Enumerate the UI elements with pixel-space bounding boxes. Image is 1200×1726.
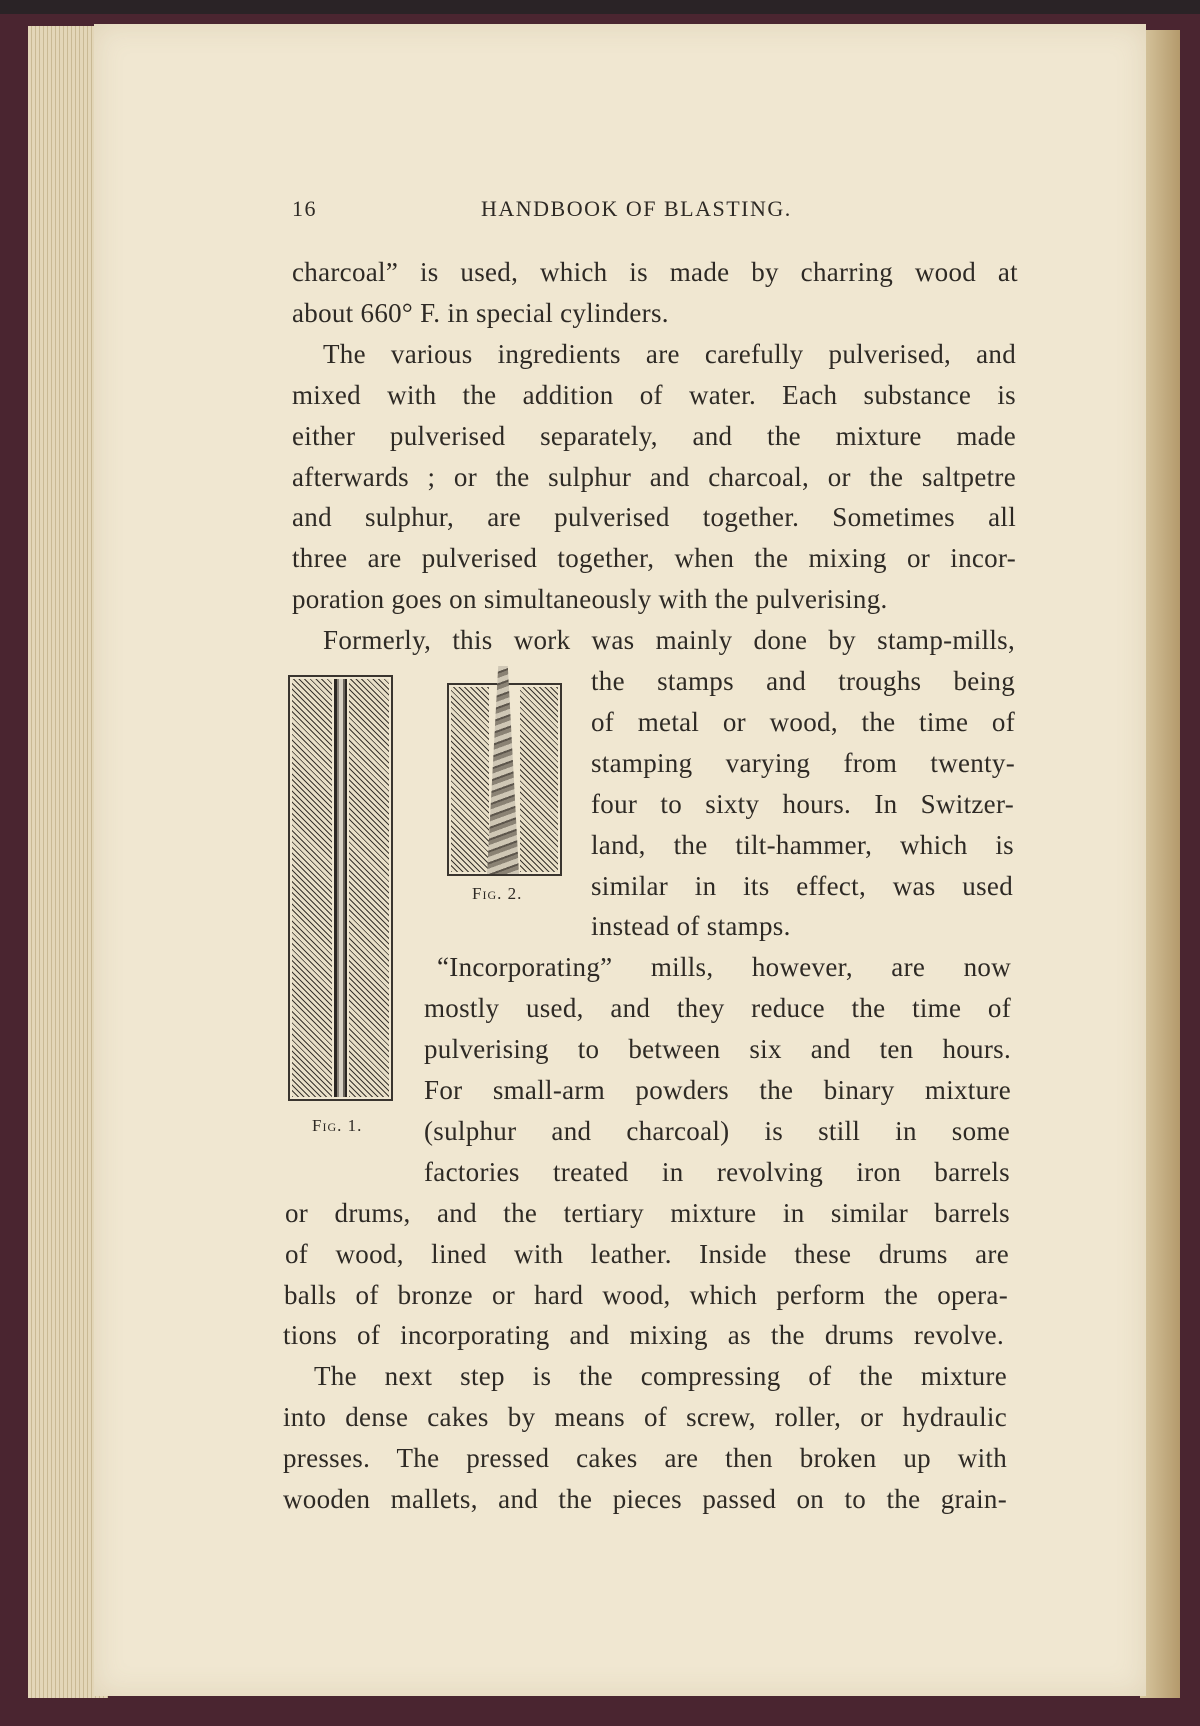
- text-line: “Incorporating” mills, however, are now: [437, 952, 1011, 983]
- figure-1-caption: Fig. 1.: [312, 1116, 363, 1135]
- running-title: HANDBOOK OF BLASTING.: [481, 196, 792, 221]
- text-line: and sulphur, are pulverised together. Sometimes all: [292, 502, 1016, 533]
- text-line: mostly used, and they reduce the time of: [424, 993, 1011, 1024]
- figure-2-caption: Fig. 2.: [472, 884, 523, 903]
- text-line: (sulphur and charcoal) is still in some: [424, 1115, 1010, 1146]
- text-line: Formerly, this work was mainly done by stamp-mills,: [323, 625, 1015, 656]
- text-line: factories treated in revolving iron barrels: [424, 1156, 1010, 1187]
- text-line: or drums, and the tertiary mixture in similar barrels: [285, 1197, 1010, 1228]
- text-line: charcoal” is used, which is made by charring wood at: [292, 257, 1018, 287]
- text-line: poration goes on simultaneously with the pulverising.: [292, 584, 888, 615]
- text-line: The various ingredients are carefully pulverised, and: [323, 338, 1016, 369]
- facing-page-edge: [1140, 30, 1180, 1698]
- text-line: stamping varying from twenty-: [591, 747, 1015, 778]
- text-line: The next step is the compressing of the mixture: [314, 1361, 1007, 1392]
- text-line: the stamps and troughs being: [591, 666, 1015, 696]
- text-line: pulverising to between six and ten hours.: [424, 1034, 1011, 1065]
- text-line: balls of bronze or hard wood, which perform the opera-: [284, 1279, 1008, 1310]
- text-line: of metal or wood, the time of: [591, 706, 1015, 737]
- text-line: land, the tilt-hammer, which is: [591, 829, 1014, 860]
- text-line: For small-arm powders the binary mixture: [424, 1075, 1011, 1105]
- text-line: of wood, lined with leather. Inside these drums are: [285, 1238, 1009, 1269]
- text-line: mixed with the addition of water. Each substance is: [292, 379, 1016, 410]
- page-number: 16: [292, 196, 317, 221]
- figure-1: [288, 675, 393, 1101]
- text-line: instead of stamps.: [591, 911, 791, 942]
- text-line: afterwards ; or the sulphur and charcoal, or the saltpetre: [292, 461, 1016, 492]
- text-line: four to sixty hours. In Switzer-: [591, 788, 1014, 819]
- text-line: similar in its effect, was used: [591, 870, 1013, 901]
- text-line: wooden mallets, and the pieces passed on to the grain-: [283, 1484, 1007, 1514]
- text-line: presses. The pressed cakes are then broken up with: [283, 1443, 1007, 1474]
- text-line: either pulverised separately, and the mixture made: [292, 420, 1016, 451]
- text-line: about 660° F. in special cylinders.: [292, 297, 669, 328]
- text-line: three are pulverised together, when the mixing or incor-: [292, 543, 1016, 574]
- text-line: into dense cakes by means of screw, roller, or hydraulic: [283, 1402, 1007, 1433]
- text-line: tions of incorporating and mixing as the drums revolve.: [283, 1320, 1004, 1351]
